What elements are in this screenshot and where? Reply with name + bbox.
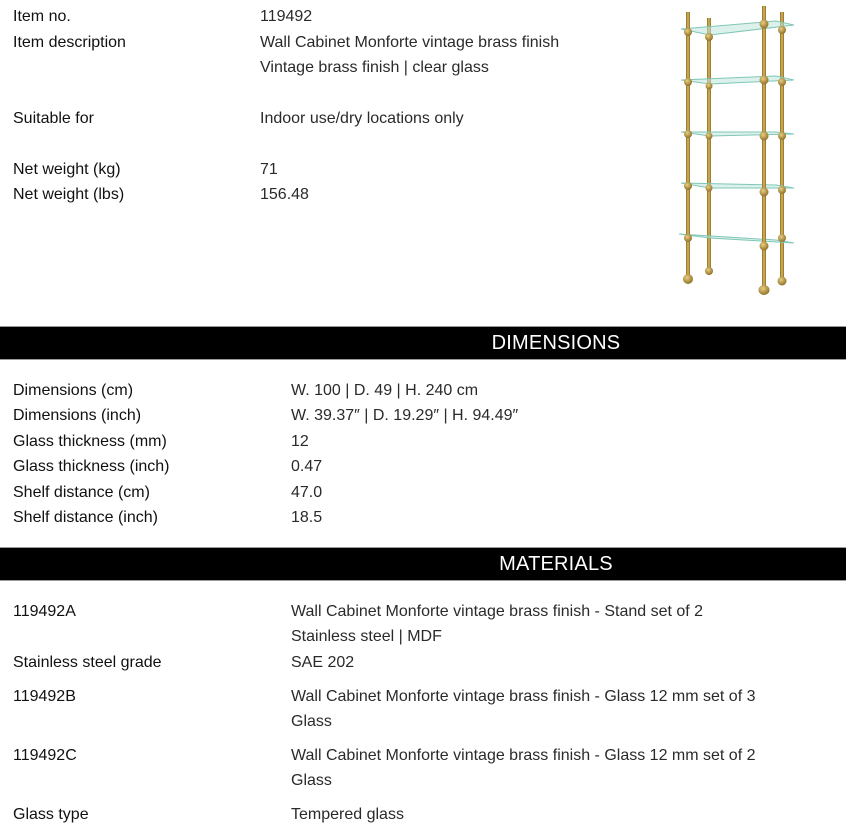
item-no-label: Item no. [13,8,71,25]
stainless-steel-grade-value: SAE 202 [291,654,355,671]
shelf-distance-cm-value: 47.0 [291,484,323,501]
suitable-for-label: Suitable for [13,110,94,127]
dimensions-title: DIMENSIONS [491,332,621,354]
shelf-distance-cm-label: Shelf distance (cm) [13,484,150,501]
item-no-value: 119492 [260,8,313,25]
material-119492c-description: Wall Cabinet Monforte vintage brass finish - Glass 12 mm set of 2 [291,747,756,764]
dimensions-header [0,326,846,360]
dimensions-inch-label: Dimensions (inch) [13,407,142,424]
glass-type-label: Glass type [13,806,89,823]
item-description-value: Wall Cabinet Monforte vintage brass finish [260,34,560,51]
stainless-steel-grade-label: Stainless steel grade [13,654,162,671]
glass-thickness-mm-label: Glass thickness (mm) [13,433,167,450]
materials-title: MATERIALS [499,553,613,575]
shelf-distance-inch-label: Shelf distance (inch) [13,509,158,526]
material-119492a-composition: Stainless steel | MDF [291,628,442,645]
net-weight-kg-value: 71 [260,161,278,178]
shelf-distance-inch-value: 18.5 [291,509,323,526]
material-119492b-label: 119492B [13,688,76,705]
suitable-for-value: Indoor use/dry locations only [260,110,464,127]
glass-thickness-inch-value: 0.47 [291,458,323,475]
material-119492c-composition: Glass [291,772,332,789]
item-description-label: Item description [13,34,126,51]
glass-type-value: Tempered glass [291,806,404,823]
material-119492a-label: 119492A [13,603,76,620]
materials-header [0,547,846,581]
item-description-finish: Vintage brass finish | clear glass [260,59,489,76]
material-119492b-composition: Glass [291,713,332,730]
dimensions-inch-value: W. 39.37″ | D. 19.29″ | H. 94.49″ [291,407,519,424]
glass-thickness-inch-label: Glass thickness (inch) [13,458,170,475]
material-119492a-description: Wall Cabinet Monforte vintage brass finish - Stand set of 2 [291,603,704,620]
shelving-unit-icon [654,2,794,302]
net-weight-lbs-label: Net weight (lbs) [13,186,125,203]
product-image [654,2,794,302]
material-119492b-description: Wall Cabinet Monforte vintage brass finish - Glass 12 mm set of 3 [291,688,756,705]
glass-thickness-mm-value: 12 [291,433,309,450]
net-weight-kg-label: Net weight (kg) [13,161,121,178]
material-119492c-label: 119492C [13,747,77,764]
net-weight-lbs-value: 156.48 [260,186,309,203]
dimensions-cm-value: W. 100 | D. 49 | H. 240 cm [291,382,479,399]
dimensions-cm-label: Dimensions (cm) [13,382,134,399]
